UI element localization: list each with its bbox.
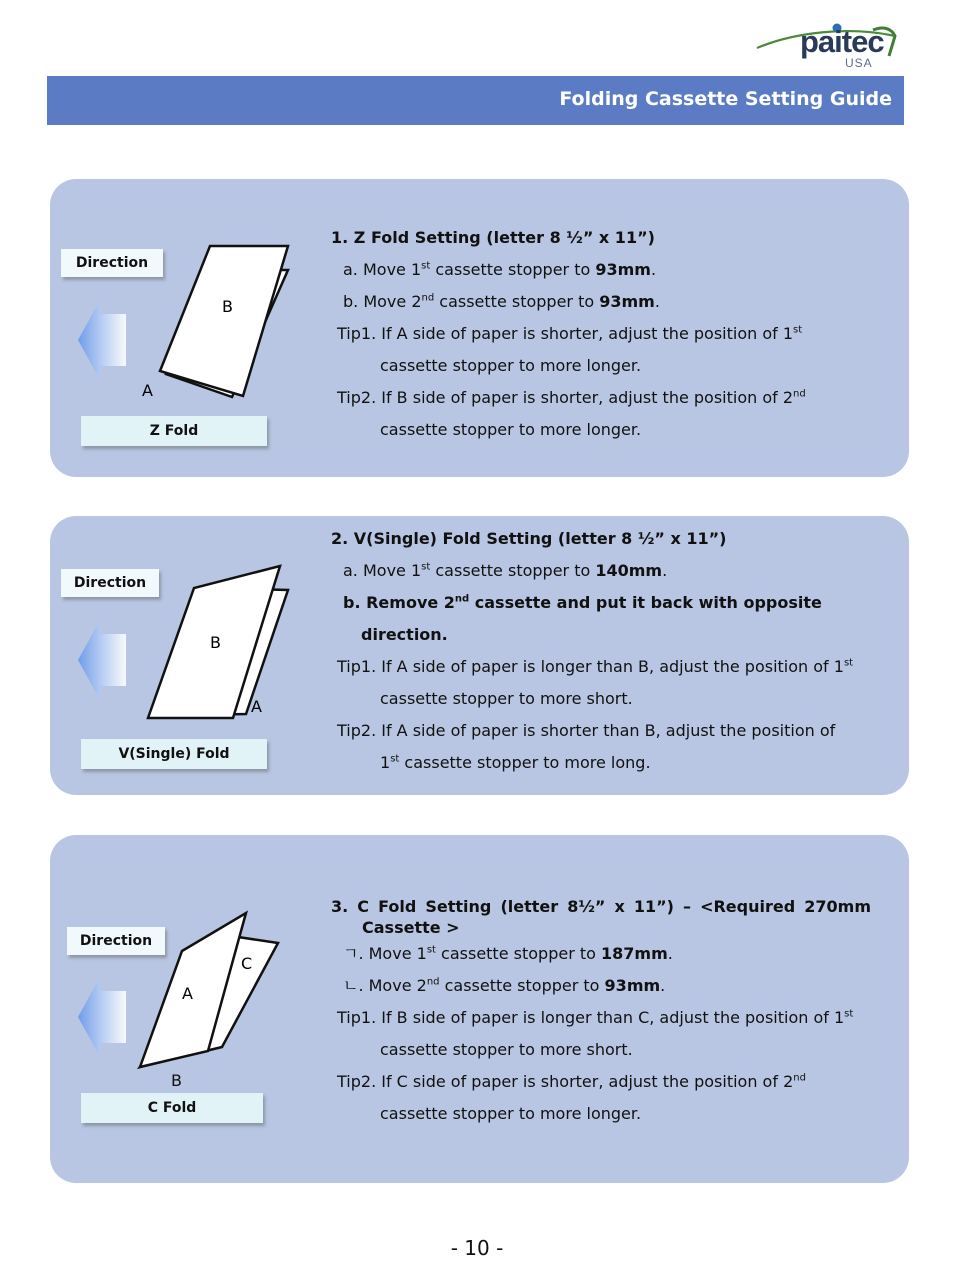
tip-1: Tip1. If A side of paper is shorter, adjust the position of 1st (337, 324, 803, 343)
v-fold-instructions (331, 523, 853, 779)
fig-label-a: A (142, 381, 153, 400)
fig-label-a: A (251, 697, 262, 716)
direction-label: Direction (61, 249, 163, 277)
tip-2-continued: cassette stopper to more longer. (380, 420, 642, 439)
c-fold-instructions (331, 896, 871, 1130)
direction-label: Direction (61, 569, 159, 597)
tip-2: Tip2. If A side of paper is shorter than B, adjust the position of (337, 721, 836, 740)
direction-arrow-icon (78, 977, 130, 1057)
step-a: a. Move 1st cassette stopper to 93mm. (343, 260, 657, 279)
tip-2: Tip2. If C side of paper is shorter, adjust the position of 2nd (337, 1072, 806, 1091)
tip-2-continued: 1st cassette stopper to more long. (380, 753, 651, 772)
step-a: ㄱ. Move 1st cassette stopper to 187mm. (343, 944, 673, 963)
step-b: b. Move 2nd cassette stopper to 93mm. (343, 292, 660, 311)
paitec-logo (755, 20, 905, 72)
header-bar (47, 76, 904, 125)
direction-arrow-icon (78, 300, 130, 380)
c-fold-diagram (134, 911, 284, 1081)
fig-label-a: A (182, 984, 193, 1003)
logo-wordmark: paitec (800, 24, 884, 59)
z-fold-instructions (331, 222, 806, 446)
direction-label: Direction (67, 927, 165, 955)
fold-type-label: C Fold (81, 1093, 263, 1123)
page-number: - 10 - (450, 1236, 504, 1260)
fig-label-c: C (241, 954, 253, 973)
logo-subtext: USA (845, 56, 873, 70)
tip-1-continued: cassette stopper to more short. (380, 1040, 633, 1059)
section-heading: 3. C Fold Setting (letter 8½” x 11”) – <Required 270mm (331, 897, 871, 916)
direction-arrow-icon (78, 620, 130, 700)
z-fold-diagram (142, 241, 300, 401)
section-heading: 2. V(Single) Fold Setting (letter 8 ½” x 11”) (331, 529, 727, 548)
tip-2-continued: cassette stopper to more longer. (380, 1104, 642, 1123)
section-heading: 1. Z Fold Setting (letter 8 ½” x 11”) (331, 228, 655, 247)
tip-1: Tip1. If A side of paper is longer than B, adjust the position of 1st (337, 657, 854, 676)
step-b-continued: direction. (361, 625, 448, 644)
tip-1: Tip1. If B side of paper is longer than C, adjust the position of 1st (337, 1008, 854, 1027)
section-heading-continued: Cassette > (362, 918, 460, 937)
fig-label-b: B (222, 297, 233, 316)
page-title: Folding Cassette Setting Guide (559, 88, 892, 110)
step-b: ㄴ. Move 2nd cassette stopper to 93mm. (343, 976, 666, 995)
step-a: a. Move 1st cassette stopper to 140mm. (343, 561, 668, 580)
tip-1-continued: cassette stopper to more longer. (380, 356, 642, 375)
fig-label-b: B (210, 633, 221, 652)
step-b: b. Remove 2nd cassette and put it back with opposite (343, 593, 822, 612)
fig-label-b: B (171, 1071, 182, 1090)
v-fold-diagram (146, 564, 296, 724)
fold-type-label: Z Fold (81, 416, 267, 446)
tip-2: Tip2. If B side of paper is shorter, adjust the position of 2nd (337, 388, 806, 407)
fold-type-label: V(Single) Fold (81, 739, 267, 769)
tip-1-continued: cassette stopper to more short. (380, 689, 633, 708)
